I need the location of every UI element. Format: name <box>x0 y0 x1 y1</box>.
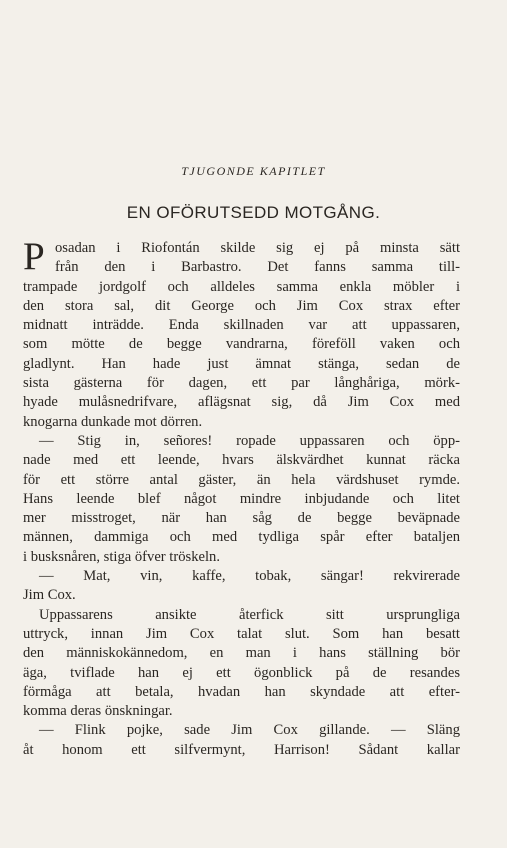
text-line: — Mat, vin, kaffe, tobak, sängar! rekvirerade <box>39 568 460 585</box>
text-line: för ett större antal gäster, än hela värdshuset rymde. <box>23 471 460 488</box>
text-line: förmåga att betala, hvadan han skyndade att efter- <box>23 683 460 700</box>
text-line: knogarna dunkade mot dörren. <box>23 413 203 430</box>
text-line: äga, tviflade han ej ett ögonblick på de resandes <box>23 664 460 681</box>
text-line: från den i Barbastro. Det fanns samma till- <box>55 259 460 276</box>
text-line: — Flink pojke, sade Jim Cox gillande. — Släng <box>39 722 460 739</box>
text-line: komma deras önskningar. <box>23 703 173 720</box>
body-text <box>23 235 460 760</box>
text-line: Jim Cox. <box>23 587 76 604</box>
text-line: midnatt inträdde. Enda skillnaden var att uppassaren, <box>23 317 460 334</box>
chapter-label: TJUGONDE KAPITLET <box>181 164 326 178</box>
text-line: mer misstroget, när han såg de begge beväpnade <box>23 510 460 527</box>
text-line: — Stig in, señores! ropade uppassaren och öpp- <box>39 432 460 449</box>
text-line: den människokännedom, en man i hans ställning bör <box>23 645 460 662</box>
text-line: hyade mulåsnedrifvare, aflägsnat sig, då Jim Cox med <box>23 394 460 411</box>
chapter-title: EN OFÖRUTSEDD MOTGÅNG. <box>126 203 381 222</box>
text-line: Uppassarens ansikte återfick sitt ursprungliga <box>39 606 460 623</box>
text-line: uttryck, innan Jim Cox talat slut. Som han besatt <box>23 625 460 642</box>
text-line: som mötte de begge vandrarna, föreföll vaken och <box>23 336 460 353</box>
text-line: sista gästerna för dagen, ett par långhåriga, mörk- <box>23 375 460 392</box>
text-line: gladlynt. Han hade just ämnat stänga, sedan de <box>23 355 460 372</box>
text-line: trampade jordgolf och alldeles samma enkla möbler i <box>23 278 460 295</box>
text-line: nade med ett leende, hvars älskvärdhet kunnat räcka <box>23 452 460 469</box>
drop-cap: P <box>23 235 45 278</box>
text-line: Hans leende blef något mindre inbjudande och litet <box>23 490 460 507</box>
text-line: den stora sal, dit George och Jim Cox strax efter <box>23 297 460 314</box>
text-line: åt honom ett silfvermynt, Harrison! Sådant kallar <box>23 741 460 758</box>
text-line: osadan i Riofontán skilde sig ej på minsta sätt <box>55 240 460 256</box>
text-line: männen, dammiga och med tydliga spår efter bataljen <box>23 529 460 546</box>
text-line: i busksnåren, stiga öfver tröskeln. <box>23 548 220 565</box>
